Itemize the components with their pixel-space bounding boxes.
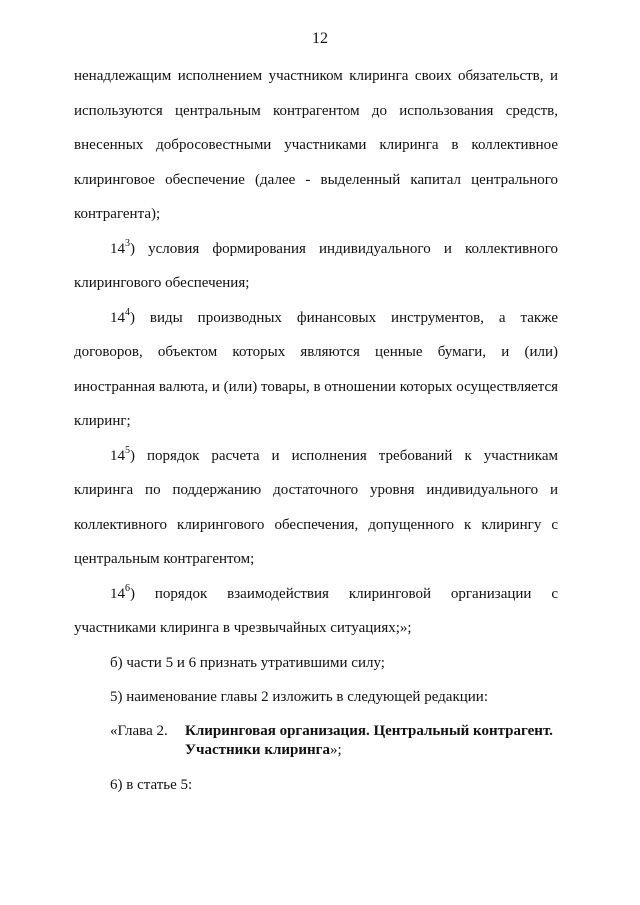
text-line: клиринговое обеспечение (далее - выделенный капитал центрального <box>74 172 558 188</box>
text-line: контрагента); <box>74 206 161 222</box>
chapter-title-line-1: Клиринговая организация. Центральный контрагент. <box>185 723 553 739</box>
text-line: договоров, объектом которых являются ценные бумаги, и (или) <box>74 344 558 360</box>
item-number: 14 <box>110 241 125 257</box>
item-number: 14 <box>110 448 125 464</box>
item-superscript: 5 <box>125 445 130 456</box>
paragraph-6: 6) в статье 5: <box>110 777 193 793</box>
text-line: участниками клиринга в чрезвычайных ситуациях;»; <box>74 620 412 636</box>
text-line: центральным контрагентом; <box>74 551 255 567</box>
text-line: иностранная валюта, и (или) товары, в отношении которых осуществляется <box>74 379 559 395</box>
page-number: 12 <box>312 30 328 47</box>
item-text: ) порядок расчета и исполнения требований к участникам <box>130 448 558 464</box>
chapter-label: «Глава 2. <box>110 723 168 739</box>
paragraph-5: 5) наименование главы 2 изложить в следующей редакции: <box>110 689 488 705</box>
text-line: используются центральным контрагентом до использования средств, <box>74 103 558 119</box>
item-superscript: 4 <box>125 307 130 318</box>
chapter-close-quote: »; <box>329 742 342 758</box>
list-item-14-4 <box>110 309 558 327</box>
paragraph-b: б) части 5 и 6 признать утратившими силу; <box>110 655 385 671</box>
item-text: ) порядок взаимодействия клиринговой организации с <box>130 586 558 602</box>
list-item-14-5 <box>110 447 558 465</box>
item-superscript: 3 <box>125 238 130 249</box>
item-number: 14 <box>110 586 125 602</box>
chapter-title-text: Участники клиринга <box>185 742 330 758</box>
text-line: клиринг; <box>74 413 131 429</box>
text-line: внесенных добросовестными участниками клиринга в коллективное <box>74 137 558 153</box>
item-number: 14 <box>110 310 125 326</box>
list-item-14-6 <box>110 585 558 603</box>
chapter-title-line-2 <box>185 741 558 759</box>
item-text: ) виды производных финансовых инструментов, а также <box>130 310 558 326</box>
item-text: ) условия формирования индивидуального и коллективного <box>130 241 558 257</box>
text-line: коллективного клирингового обеспечения, допущенного к клирингу с <box>74 517 558 533</box>
list-item-14-3 <box>110 240 558 258</box>
text-line: клиринга по поддержанию достаточного уровня индивидуального и <box>74 482 558 498</box>
item-superscript: 6 <box>125 583 130 594</box>
text-line: клирингового обеспечения; <box>74 275 250 291</box>
text-line: ненадлежащим исполнением участником клиринга своих обязательств, и <box>74 68 558 84</box>
